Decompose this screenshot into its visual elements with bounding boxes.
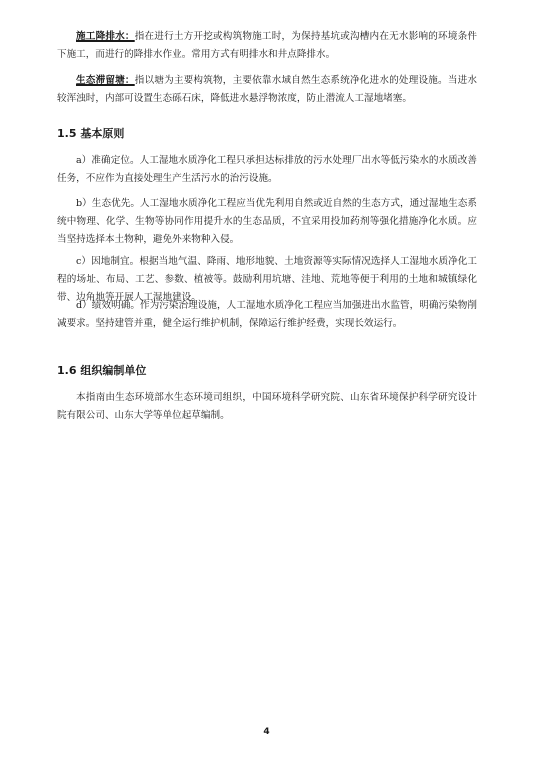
section-heading-principles: 1.5 基本原则 [57, 127, 125, 140]
term-text: 指以塘为主要构筑物，主要依靠水域自然生态系统净化进水的处理设施。当进水较浑浊时，内部可设置生态砾石床，降低进水悬浮物浓度，防止潜流人工湿地堵塞。 [57, 75, 478, 104]
organization-paragraph: 本指南由生态环境部水生态环境司组织，中国环境科学研究院、山东省环境保护科学研究设计院有限公司、山东大学等单位起草编制。 [57, 392, 477, 421]
section-heading-organizations: 1.6 组织编制单位 [57, 364, 147, 377]
term-definition-retention-pond [57, 72, 477, 108]
principle-paragraph: a）准确定位。人工湿地水质净化工程只承担达标排放的污水处理厂出水等低污染水的水质改善任务，不应作为直接处理生产生活污水的治污设施。 [57, 155, 477, 184]
principle-paragraph: c）因地制宜。根据当地气温、降雨、地形地貌、土地资源等实际情况选择人工湿地水质净化工程的场址、布局、工艺、参数、植被等。鼓励利用坑塘、洼地、荒地等便于利用的土地和城镇绿化带、边角地等开展人工湿地建设。 [57, 256, 477, 303]
principle-paragraph: d）绩效明确。作为污染治理设施，人工湿地水质净化工程应当加强进出水监管，明确污染物削减要求。坚持建管并重，健全运行维护机制，保障运行维护经费，实现长效运行。 [57, 300, 477, 329]
term-text: 指在进行土方开挖或构筑物施工时，为保持基坑或沟槽内在无水影响的环境条件下施工，而进行的降排水作业。常用方式有明排水和井点降排水。 [57, 31, 478, 60]
term-label: 生态滞留塘： [76, 75, 135, 86]
page-number: 4 [263, 727, 270, 737]
term-definition-drainage [57, 28, 477, 64]
term-label: 施工降排水： [76, 31, 135, 42]
principle-paragraph: b）生态优先。人工湿地水质净化工程应当优先利用自然或近自然的生态方式，通过湿地生态系统中物理、化学、生物等协同作用提升水的生态品质，不宜采用投加药剂等强化措施净化水质。应当坚持选择本土物种，避免外来物种入侵。 [57, 198, 477, 245]
